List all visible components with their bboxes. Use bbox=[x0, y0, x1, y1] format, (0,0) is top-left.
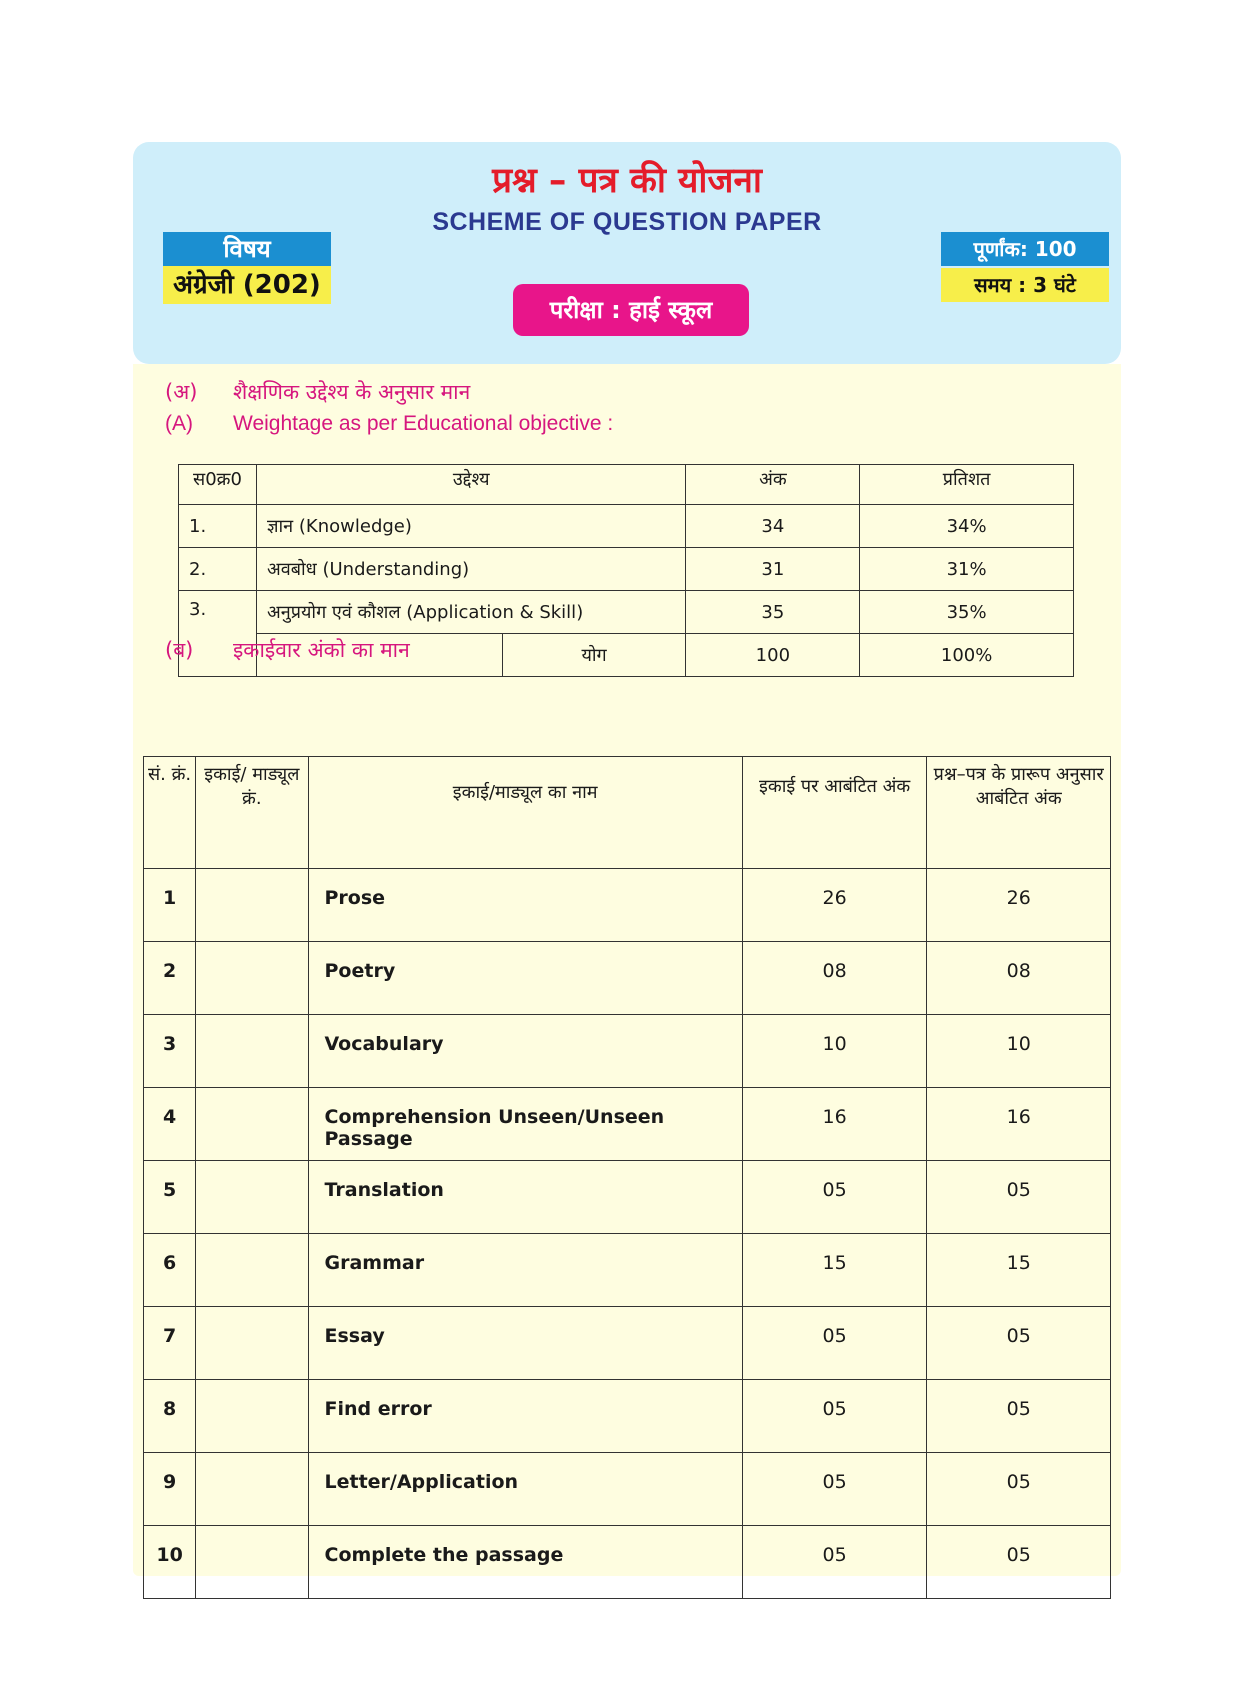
cell-module bbox=[196, 1453, 308, 1526]
cell-allotted: 08 bbox=[742, 942, 927, 1015]
title-hindi: प्रश्न – पत्र की योजना bbox=[492, 161, 762, 201]
cell-allotted: 16 bbox=[742, 1088, 927, 1161]
table-row bbox=[144, 1015, 1111, 1088]
table-row bbox=[144, 1380, 1111, 1453]
cell-sn: 6 bbox=[144, 1234, 196, 1307]
section-a-english-heading bbox=[165, 412, 613, 436]
cell-format: 05 bbox=[927, 1380, 1111, 1453]
document-page bbox=[133, 142, 1121, 1576]
section-b-heading bbox=[165, 636, 410, 664]
table-row bbox=[144, 1234, 1111, 1307]
unit-marks-table bbox=[143, 756, 1111, 1599]
cell-name: Essay bbox=[308, 1307, 742, 1380]
header-panel bbox=[133, 142, 1121, 364]
section-a-hindi-tag: (अ) bbox=[165, 380, 198, 404]
cell-name: Grammar bbox=[308, 1234, 742, 1307]
col-sn: स0क्र0 bbox=[179, 465, 257, 505]
cell-module bbox=[196, 1234, 308, 1307]
table-header-row bbox=[144, 757, 1111, 869]
table-row bbox=[144, 942, 1111, 1015]
cell-name: Comprehension Unseen/Unseen Passage bbox=[308, 1088, 742, 1161]
section-a-hindi-title: शैक्षणिक उद्देश्य के अनुसार मान bbox=[233, 380, 471, 404]
cell-format: 26 bbox=[927, 869, 1111, 942]
cell-sn: 2 bbox=[144, 942, 196, 1015]
subject-label: विषय bbox=[163, 232, 331, 266]
time-badge: समय : 3 घंटे bbox=[941, 268, 1109, 302]
cell-sn: 5 bbox=[144, 1161, 196, 1234]
table-row bbox=[144, 1088, 1111, 1161]
col-module-no: इकाई/ माड्यूल क्रं. bbox=[196, 757, 308, 869]
section-b-title: इकाईवार अंको का मान bbox=[233, 638, 410, 662]
cell-name: Vocabulary bbox=[308, 1015, 742, 1088]
cell-module bbox=[196, 1015, 308, 1088]
cell-module bbox=[196, 1161, 308, 1234]
cell-allotted: 26 bbox=[742, 869, 927, 942]
cell-name: Complete the passage bbox=[308, 1526, 742, 1599]
section-a-english-title: Weightage as per Educational objective : bbox=[233, 412, 614, 435]
total-marks: 100 bbox=[686, 634, 860, 677]
cell-name: Prose bbox=[308, 869, 742, 942]
cell-allotted: 15 bbox=[742, 1234, 927, 1307]
cell-objective: अवबोध (Understanding) bbox=[256, 548, 685, 591]
table-row bbox=[179, 505, 1074, 548]
cell-sn: 1. bbox=[179, 505, 257, 548]
cell-module bbox=[196, 1088, 308, 1161]
cell-percent: 35% bbox=[860, 591, 1074, 634]
table-row bbox=[144, 1453, 1111, 1526]
cell-marks: 31 bbox=[686, 548, 860, 591]
cell-format: 05 bbox=[927, 1307, 1111, 1380]
cell-format: 05 bbox=[927, 1161, 1111, 1234]
col-marks: अंक bbox=[686, 465, 860, 505]
cell-allotted: 10 bbox=[742, 1015, 927, 1088]
col-module-name: इकाई/माड्यूल का नाम bbox=[308, 757, 742, 869]
cell-allotted: 05 bbox=[742, 1307, 927, 1380]
table-row bbox=[144, 869, 1111, 942]
cell-module bbox=[196, 869, 308, 942]
table-row bbox=[144, 1161, 1111, 1234]
cell-sn: 3 bbox=[144, 1015, 196, 1088]
cell-percent: 34% bbox=[860, 505, 1074, 548]
col-percent: प्रतिशत bbox=[860, 465, 1074, 505]
col-format-allotted: प्रश्न–पत्र के प्रारूप अनुसार आबंटित अंक bbox=[927, 757, 1111, 869]
cell-sn: 10 bbox=[144, 1526, 196, 1599]
cell-sn: 3. bbox=[179, 591, 257, 677]
full-marks-badge: पूर्णांक: 100 bbox=[941, 232, 1109, 266]
cell-objective: अनुप्रयोग एवं कौशल (Application & Skill) bbox=[256, 591, 685, 634]
cell-percent: 31% bbox=[860, 548, 1074, 591]
total-label: योग bbox=[502, 634, 686, 677]
col-sn: सं. क्रं. bbox=[144, 757, 196, 869]
cell-sn: 8 bbox=[144, 1380, 196, 1453]
cell-sn: 9 bbox=[144, 1453, 196, 1526]
cell-name: Letter/Application bbox=[308, 1453, 742, 1526]
col-allotted: इकाई पर आबंटित अंक bbox=[742, 757, 927, 869]
cell-sn: 1 bbox=[144, 869, 196, 942]
cell-module bbox=[196, 1307, 308, 1380]
cell-name: Poetry bbox=[308, 942, 742, 1015]
cell-format: 10 bbox=[927, 1015, 1111, 1088]
cell-format: 16 bbox=[927, 1088, 1111, 1161]
col-objective: उद्देश्य bbox=[256, 465, 685, 505]
cell-module bbox=[196, 1526, 308, 1599]
table-row bbox=[179, 591, 1074, 634]
cell-allotted: 05 bbox=[742, 1526, 927, 1599]
cell-format: 05 bbox=[927, 1453, 1111, 1526]
total-percent: 100% bbox=[860, 634, 1074, 677]
table-row bbox=[179, 548, 1074, 591]
cell-name: Find error bbox=[308, 1380, 742, 1453]
cell-allotted: 05 bbox=[742, 1453, 927, 1526]
cell-sn: 4 bbox=[144, 1088, 196, 1161]
cell-format: 08 bbox=[927, 942, 1111, 1015]
cell-objective: ज्ञान (Knowledge) bbox=[256, 505, 685, 548]
cell-marks: 34 bbox=[686, 505, 860, 548]
cell-sn: 7 bbox=[144, 1307, 196, 1380]
cell-format: 05 bbox=[927, 1526, 1111, 1599]
section-a-english-tag: (A) bbox=[165, 412, 193, 435]
table-header-row bbox=[179, 465, 1074, 505]
cell-name: Translation bbox=[308, 1161, 742, 1234]
subject-value: अंग्रेजी (202) bbox=[163, 266, 331, 304]
cell-module bbox=[196, 1380, 308, 1453]
cell-format: 15 bbox=[927, 1234, 1111, 1307]
table-row bbox=[144, 1526, 1111, 1599]
cell-sn: 2. bbox=[179, 548, 257, 591]
table-row bbox=[144, 1307, 1111, 1380]
section-b-tag: (ब) bbox=[165, 638, 194, 662]
cell-allotted: 05 bbox=[742, 1380, 927, 1453]
cell-module bbox=[196, 942, 308, 1015]
cell-allotted: 05 bbox=[742, 1161, 927, 1234]
exam-badge: परीक्षा : हाई स्कूल bbox=[513, 284, 749, 336]
title-english: SCHEME OF QUESTION PAPER bbox=[432, 208, 822, 236]
cell-marks: 35 bbox=[686, 591, 860, 634]
section-a-hindi-heading bbox=[165, 378, 470, 406]
